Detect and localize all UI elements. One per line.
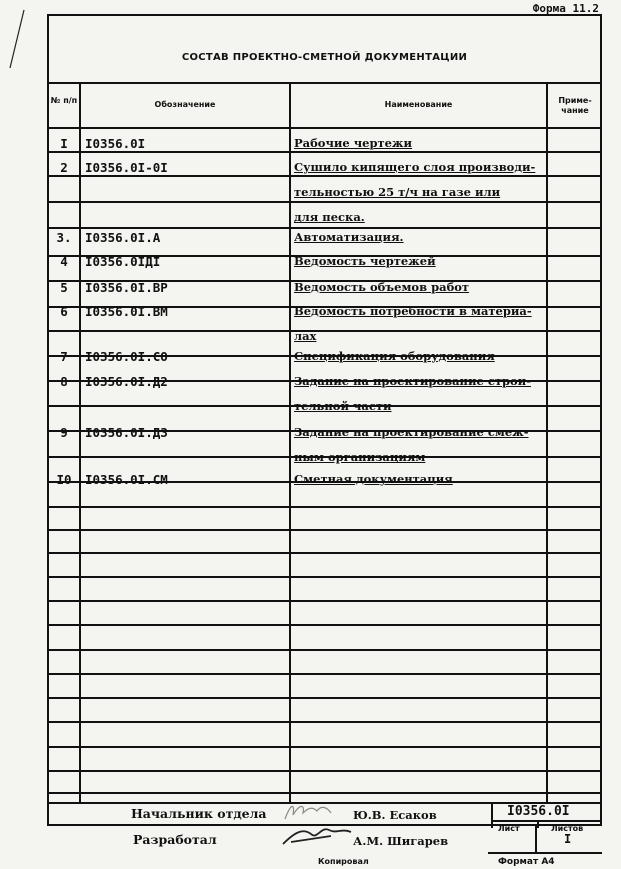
head-of-department-label: Начальник отдела [131, 806, 267, 821]
table-rule [49, 201, 600, 203]
row-name-line: Задание на проектирование строи- [294, 374, 531, 388]
row-designation: I0356.0I.Д2 [85, 374, 168, 389]
col-divider-name [546, 82, 548, 802]
row-designation: I0356.0I-0I [85, 160, 168, 175]
row-number: 2 [60, 160, 68, 175]
sheets-count: I [564, 832, 572, 846]
footer-doc-code: I0356.0I [507, 804, 570, 819]
table-rule [49, 529, 600, 531]
signature-head [281, 801, 341, 823]
footer-divider [491, 802, 493, 828]
row-name-line: Сушило кипящего слоя производи- [294, 160, 536, 174]
row-name-line: Задание на проектирование смеж- [294, 425, 529, 439]
table-rule [49, 552, 600, 554]
table-rule [49, 175, 600, 177]
sheets-label: Листов [551, 824, 584, 833]
table-rule [49, 649, 600, 651]
edge-scratch-mark [2, 8, 32, 78]
row-name-line: Ведомость чертежей [294, 254, 436, 268]
row-number: 8 [60, 374, 68, 389]
row-name-line: Спецификация оборудования [294, 349, 495, 363]
row-designation: I0356.0I.CM [85, 472, 168, 487]
table-rule [49, 227, 600, 229]
table-rule [49, 506, 600, 508]
sheets-cell-bottom [488, 852, 602, 854]
row-name-line: Автоматизация. [294, 230, 404, 244]
table-rule [49, 721, 600, 723]
row-name-line: ным организациям [294, 450, 426, 465]
copied-label: Копировал [318, 857, 369, 866]
header-bottom-rule [49, 127, 600, 129]
row-designation: I0356.0I.A [85, 230, 161, 245]
table-rule [49, 697, 600, 699]
format-label: Формат А4 [498, 857, 555, 867]
header-code: Обозначение [154, 100, 216, 109]
header-num: № п/п [50, 96, 78, 105]
footer-sheet-rule [491, 820, 600, 822]
table-rule [49, 600, 600, 602]
table-rule [49, 330, 600, 332]
sheet-label: Лист [498, 824, 520, 833]
row-name-line: Ведомость потребности в материа- [294, 304, 532, 318]
document-sheet [47, 14, 602, 848]
signature-developer [281, 822, 353, 850]
row-designation: I0356.0I.CO [85, 349, 168, 364]
col-divider-code [289, 82, 291, 802]
row-name-line: лах [294, 329, 317, 344]
row-number: I [60, 136, 68, 151]
row-number: 6 [60, 304, 68, 319]
row-designation: I0356.0I.Д3 [85, 425, 168, 440]
row-name-line: Рабочие чертежи [294, 136, 413, 150]
row-name-line: тельностью 25 т/ч на газе или [294, 185, 501, 200]
header-note: Приме- чание [558, 96, 592, 115]
row-designation: I0356.0I [85, 136, 146, 151]
developer-label: Разработал [133, 832, 217, 847]
table-rule [49, 746, 600, 748]
sheets-cell-left [535, 826, 537, 852]
table-rule [49, 792, 600, 794]
header-top-rule [49, 82, 600, 84]
head-of-department-name: Ю.В. Есаков [353, 808, 437, 822]
table-rule [49, 151, 600, 153]
row-number: 9 [60, 425, 68, 440]
row-name-line: для песка. [294, 210, 365, 225]
col-divider-num [79, 82, 81, 802]
row-number: 3. [56, 230, 72, 245]
row-name-line: Сметная документация [294, 472, 453, 486]
form-label: Форма 11.2 [532, 2, 599, 15]
header-name: Наименование [384, 100, 453, 109]
row-number: 7 [60, 349, 68, 364]
row-name-line: Ведомость объемов работ [294, 280, 470, 294]
table-rule [49, 624, 600, 626]
document-title: СОСТАВ ПРОЕКТНО-СМЕТНОЙ ДОКУМЕНТАЦИИ [181, 52, 468, 63]
table-rule [49, 770, 600, 772]
developer-name: А.М. Шигарев [353, 834, 449, 848]
row-number: 4 [60, 254, 68, 269]
table-rule [49, 576, 600, 578]
row-designation: I0356.0IДI [85, 254, 161, 269]
row-number: 5 [60, 280, 68, 295]
row-name-line: тельной части [294, 399, 392, 414]
row-number: I0 [56, 472, 72, 487]
row-designation: I0356.0I.BM [85, 304, 168, 319]
row-designation: I0356.0I.BP [85, 280, 168, 295]
table-rule [49, 673, 600, 675]
